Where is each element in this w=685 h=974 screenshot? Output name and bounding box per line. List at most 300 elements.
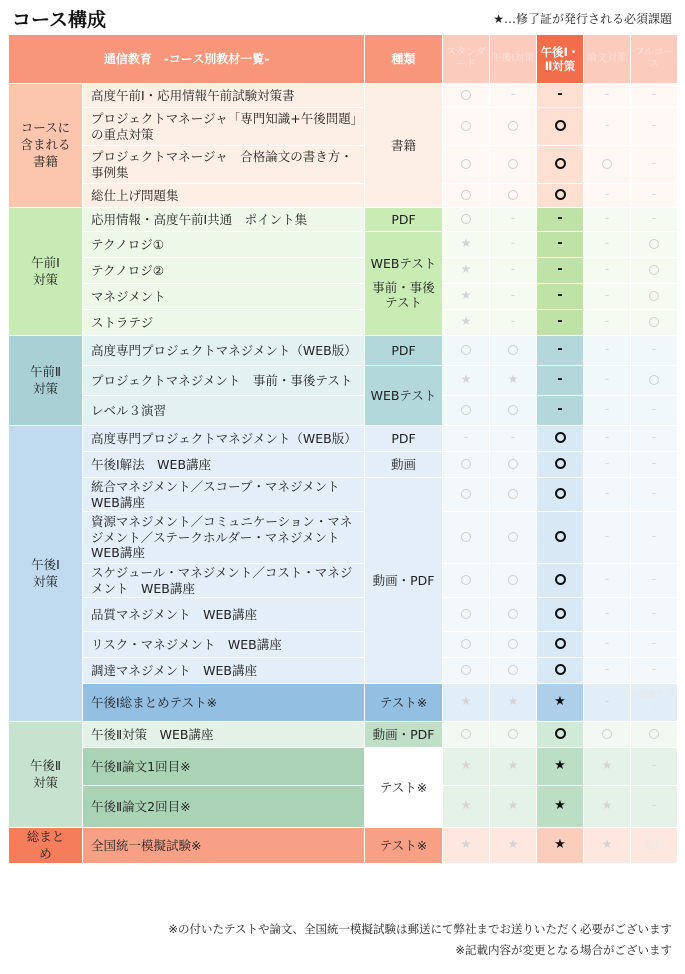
mark-cell-s0-r3-c0	[443, 184, 490, 208]
circle-mark-icon	[461, 190, 471, 200]
material-item	[83, 84, 365, 108]
dash-mark: -	[651, 662, 657, 678]
mark-cell-s0-r1-c2	[537, 108, 584, 146]
mark-cell-s3-r5-c4	[631, 598, 678, 632]
mark-cell-s1-r3-c2	[537, 284, 584, 310]
material-type-text: テスト※	[379, 694, 428, 710]
table-row	[9, 232, 678, 258]
material-type	[365, 426, 443, 452]
material-item-text: 午後Ⅱ対策 WEB講座	[91, 726, 214, 742]
mark-cell-s3-r2-c1	[490, 478, 537, 512]
material-item	[83, 748, 365, 786]
mark-cell-s4-r0-c4	[631, 722, 678, 748]
table-row	[9, 658, 678, 684]
mark-cell-s3-r2-c4	[631, 478, 678, 512]
material-item	[83, 452, 365, 478]
circle-mark-icon	[461, 489, 471, 499]
mark-cell-s2-r1-c2	[537, 366, 584, 396]
dash-mark: -	[557, 87, 563, 103]
circle-mark-icon	[461, 159, 471, 169]
star-mark-icon: ★	[554, 758, 566, 774]
dash-mark: -	[557, 342, 563, 358]
dash-mark: -	[604, 211, 610, 227]
material-item-text: 統合マネジメント／スコープ・マネジメント WEB講座	[91, 478, 353, 510]
table-row	[9, 310, 678, 336]
star-mark-icon: ★	[507, 372, 519, 387]
material-type-subtext: 事前・事後テスト	[372, 279, 435, 311]
dash-mark: -	[651, 118, 657, 134]
circle-mark-icon	[508, 609, 518, 619]
material-item	[83, 632, 365, 658]
material-type-text: 書籍	[390, 137, 416, 153]
mark-cell-s3-r2-c3	[584, 478, 631, 512]
mark-cell-s0-r0-c3	[584, 84, 631, 108]
dash-mark: -	[604, 662, 610, 678]
section-group-label	[9, 336, 83, 426]
dash-mark: -	[604, 694, 610, 710]
mark-cell-s2-r0-c0	[443, 336, 490, 366]
table-row	[9, 828, 678, 864]
mark-cell-s0-r0-c1	[490, 84, 537, 108]
material-item-text: 午後Ⅰ解法 WEB講座	[91, 456, 212, 472]
dash-mark: -	[651, 758, 657, 774]
mark-cell-s1-r0-c3	[584, 208, 631, 232]
mark-cell-s4-r1-c0	[443, 748, 490, 786]
material-item	[83, 426, 365, 452]
mark-cell-s3-r2-c2	[537, 478, 584, 512]
mark-cell-s3-r7-c4	[631, 658, 678, 684]
mark-cell-s3-r8-c2	[537, 684, 584, 722]
circle-mark-icon	[555, 608, 566, 619]
star-mark-icon: ★	[460, 694, 472, 709]
dash-mark: -	[651, 187, 657, 203]
mark-cell-s1-r0-c1	[490, 208, 537, 232]
material-item-text: 午後Ⅰ総まとめテスト※	[91, 694, 218, 710]
mark-cell-s0-r0-c4	[631, 84, 678, 108]
dash-mark: -	[604, 262, 610, 278]
dash-mark: -	[651, 456, 657, 472]
star-mark-icon: ★	[601, 758, 613, 773]
table-row	[9, 336, 678, 366]
table-row	[9, 564, 678, 598]
material-item	[83, 478, 365, 512]
mark-cell-s3-r0-c0	[443, 426, 490, 452]
mark-cell-s0-r2-c2	[537, 146, 584, 184]
dash-mark: -	[604, 372, 610, 388]
mark-cell-s5-r0-c0	[443, 828, 490, 864]
mark-cell-s3-r1-c0	[443, 452, 490, 478]
material-item	[83, 684, 365, 722]
mark-cell-s1-r3-c3	[584, 284, 631, 310]
circle-mark-icon	[555, 432, 566, 443]
mark-cell-s3-r2-c0	[443, 478, 490, 512]
table-row	[9, 684, 678, 722]
mark-cell-s0-r3-c2	[537, 184, 584, 208]
mark-cell-s1-r3-c4	[631, 284, 678, 310]
material-item-text: 高度午前Ⅰ・応用情報午前試験対策書	[91, 87, 295, 103]
table-header-row	[9, 35, 678, 84]
mark-cell-s1-r1-c0	[443, 232, 490, 258]
table-row	[9, 208, 678, 232]
material-item	[83, 658, 365, 684]
star-mark-icon: ★	[554, 798, 566, 814]
footnote-mail: ※の付いたテストや論文、全国統一模擬試験は郵送にて弊社までお送りいただく必要がございます	[168, 922, 672, 936]
circle-mark-icon	[508, 159, 518, 169]
material-type	[365, 828, 443, 864]
circle-mark-icon	[555, 488, 566, 499]
star-mark-icon: ★	[460, 288, 472, 303]
mark-cell-s3-r3-c3	[584, 512, 631, 564]
dash-mark: -	[651, 342, 657, 358]
circle-mark-icon	[508, 729, 518, 739]
mark-cell-s4-r2-c3	[584, 786, 631, 828]
circle-mark-icon	[649, 729, 659, 739]
circle-mark-icon	[602, 729, 612, 739]
mark-cell-s3-r5-c0	[443, 598, 490, 632]
circle-mark-icon	[461, 90, 471, 100]
dash-mark: -	[651, 572, 657, 588]
material-item	[83, 108, 365, 146]
mark-cell-s2-r2-c0	[443, 396, 490, 426]
mark-cell-s1-r4-c0	[443, 310, 490, 336]
mark-cell-s3-r3-c0	[443, 512, 490, 564]
material-item-text: 高度専門プロジェクトマネジメント（WEB版）	[91, 430, 357, 446]
section-group-label	[9, 426, 83, 722]
dash-mark: -	[651, 430, 657, 446]
material-item	[83, 232, 365, 258]
material-item-text: ストラテジ	[91, 314, 154, 330]
material-type	[365, 478, 443, 684]
header-course-pm12	[537, 35, 584, 84]
star-mark-icon: ★	[554, 837, 566, 853]
material-type-text: WEBテスト	[370, 387, 437, 403]
mark-cell-s2-r0-c4	[631, 336, 678, 366]
material-type	[365, 366, 443, 426]
mark-cell-s3-r3-c2	[537, 512, 584, 564]
material-item	[83, 722, 365, 748]
mark-cell-s3-r8-c0	[443, 684, 490, 722]
star-mark-icon: ★	[460, 236, 472, 251]
material-type-text: PDF	[391, 342, 416, 358]
table-row	[9, 786, 678, 828]
circle-mark-icon	[555, 120, 566, 131]
section-group-text: 午前Ⅰ対策	[31, 254, 60, 287]
material-item-text: プロジェクトマネージャ「専門知識+午後問題」の重点対策	[91, 110, 357, 142]
material-item	[83, 284, 365, 310]
material-item-text: プロジェクトマネジメント 事前・事後テスト	[91, 372, 353, 388]
mark-cell-s3-r5-c3	[584, 598, 631, 632]
mark-cell-s3-r6-c1	[490, 632, 537, 658]
circle-mark-icon	[555, 458, 566, 469]
material-item	[83, 366, 365, 396]
mark-cell-s3-r4-c1	[490, 564, 537, 598]
mark-cell-s1-r2-c3	[584, 258, 631, 284]
mark-cell-s1-r3-c1	[490, 284, 537, 310]
material-item-text: プロジェクトマネージャ 合格論文の書き方・事例集	[91, 148, 353, 180]
star-mark-icon: ★	[507, 837, 519, 852]
mark-cell-s1-r0-c4	[631, 208, 678, 232]
circle-mark-icon	[649, 375, 659, 385]
dash-mark: -	[604, 314, 610, 330]
mark-cell-s1-r4-c2	[537, 310, 584, 336]
mark-cell-s1-r2-c0	[443, 258, 490, 284]
material-item-text: テクノロジ①	[91, 236, 164, 252]
mark-cell-s1-r2-c4	[631, 258, 678, 284]
circle-mark-icon	[461, 532, 471, 542]
mark-cell-s1-r4-c1	[490, 310, 537, 336]
circle-mark-icon	[461, 459, 471, 469]
mark-cell-s3-r4-c0	[443, 564, 490, 598]
circle-mark-icon	[649, 291, 659, 301]
circle-mark-icon	[508, 405, 518, 415]
dash-mark: -	[557, 262, 563, 278]
mark-cell-s0-r2-c4	[631, 146, 678, 184]
circle-mark-icon	[555, 531, 566, 542]
circle-mark-icon	[602, 159, 612, 169]
header-course-pm1: 午後Ⅰ対策	[490, 35, 537, 84]
mark-cell-s3-r8-c3	[584, 684, 631, 722]
circle-mark-icon	[508, 345, 518, 355]
dash-mark: -	[651, 486, 657, 502]
dash-mark: -	[557, 211, 563, 227]
header-type-column: 種類	[365, 35, 443, 84]
circle-mark-icon	[461, 729, 471, 739]
mark-cell-s0-r3-c1	[490, 184, 537, 208]
circle-mark-icon	[649, 317, 659, 327]
dash-mark: -	[651, 402, 657, 418]
mark-cell-s0-r2-c1	[490, 146, 537, 184]
mark-cell-s4-r2-c2	[537, 786, 584, 828]
dash-mark: -	[604, 636, 610, 652]
material-item	[83, 598, 365, 632]
mark-cell-s4-r0-c2	[537, 722, 584, 748]
circle-mark-icon	[461, 665, 471, 675]
material-type	[365, 452, 443, 478]
circle-mark-icon	[508, 459, 518, 469]
mark-cell-s4-r0-c0	[443, 722, 490, 748]
mark-cell-s3-r0-c2	[537, 426, 584, 452]
text-mark: 選択	[644, 840, 664, 852]
material-item	[83, 258, 365, 284]
mark-cell-s1-r3-c0	[443, 284, 490, 310]
dash-mark: -	[604, 87, 610, 103]
text-mark: WEBテスト	[632, 689, 676, 717]
mark-cell-s3-r8-c1	[490, 684, 537, 722]
dash-mark: -	[604, 606, 610, 622]
dash-mark: -	[604, 529, 610, 545]
material-item-text: マネジメント	[91, 288, 166, 304]
table-row	[9, 84, 678, 108]
mark-cell-s5-r0-c1	[490, 828, 537, 864]
dash-mark: -	[651, 636, 657, 652]
material-type	[365, 232, 443, 336]
mark-cell-s3-r7-c1	[490, 658, 537, 684]
mark-cell-s0-r3-c4	[631, 184, 678, 208]
mark-cell-s5-r0-c3	[584, 828, 631, 864]
section-group-text: コースに含まれる書籍	[20, 120, 71, 169]
mark-cell-s1-r4-c3	[584, 310, 631, 336]
circle-mark-icon	[555, 189, 566, 200]
star-mark-icon: ★	[507, 694, 519, 709]
material-item-text: 品質マネジメント WEB講座	[91, 606, 257, 622]
circle-mark-icon	[461, 214, 471, 224]
header-item-column: 通信教育 -コース別教材一覧-	[9, 35, 365, 84]
dash-mark: -	[510, 87, 516, 103]
mark-cell-s4-r0-c1	[490, 722, 537, 748]
star-mark-icon: ★	[507, 798, 519, 813]
table-row	[9, 426, 678, 452]
dash-mark: -	[557, 402, 563, 418]
mark-cell-s3-r1-c1	[490, 452, 537, 478]
mark-cell-s1-r1-c1	[490, 232, 537, 258]
material-item-text: 高度専門プロジェクトマネジメント（WEB版）	[91, 342, 357, 358]
circle-mark-icon	[461, 345, 471, 355]
header-course-pm12-label: 午後Ⅰ・Ⅱ対策	[540, 44, 580, 73]
section-group-text: 午後Ⅰ対策	[31, 556, 60, 589]
material-item-text: スケジュール・マネジメント／コスト・マネジメント WEB講座	[91, 564, 353, 596]
material-item	[83, 146, 365, 184]
table-row	[9, 396, 678, 426]
dash-mark: -	[604, 402, 610, 418]
footnotes	[168, 919, 672, 961]
circle-mark-icon	[508, 665, 518, 675]
dash-mark: -	[604, 572, 610, 588]
material-type-text: WEBテスト	[370, 256, 437, 272]
material-item	[83, 786, 365, 828]
mark-cell-s0-r1-c0	[443, 108, 490, 146]
mark-cell-s3-r0-c1	[490, 426, 537, 452]
circle-mark-icon	[555, 728, 566, 739]
material-type	[365, 722, 443, 748]
circle-mark-icon	[555, 574, 566, 585]
mark-cell-s3-r4-c3	[584, 564, 631, 598]
mark-cell-s3-r5-c1	[490, 598, 537, 632]
material-item	[83, 828, 365, 864]
circle-mark-icon	[461, 575, 471, 585]
dash-mark: -	[651, 87, 657, 103]
circle-mark-icon	[555, 664, 566, 675]
star-mark-icon: ★	[601, 837, 613, 852]
mark-cell-s3-r0-c3	[584, 426, 631, 452]
dash-mark: -	[510, 262, 516, 278]
material-item-text: 資源マネジメント／コミュニケーション・マネジメント／ステークホルダー・マネジメント WEB講座	[91, 514, 353, 561]
mark-cell-s0-r0-c0	[443, 84, 490, 108]
table-row	[9, 258, 678, 284]
circle-mark-icon	[508, 575, 518, 585]
section-group-label	[9, 828, 83, 864]
table-row	[9, 598, 678, 632]
mark-cell-s3-r6-c2	[537, 632, 584, 658]
course-table	[8, 34, 678, 864]
mark-cell-s3-r7-c2	[537, 658, 584, 684]
mark-cell-s1-r2-c1	[490, 258, 537, 284]
dash-mark: -	[604, 456, 610, 472]
material-item	[83, 396, 365, 426]
dash-mark: -	[510, 236, 516, 252]
mark-cell-s3-r6-c3	[584, 632, 631, 658]
table-row	[9, 478, 678, 512]
dash-mark: -	[604, 486, 610, 502]
material-item	[83, 208, 365, 232]
material-type-text: PDF	[391, 430, 416, 446]
material-item-text: 総仕上げ問題集	[91, 187, 179, 203]
legend-note: ★…修了証が発行される必須課題	[493, 12, 672, 26]
header-course-standard: スタンダード	[443, 35, 490, 84]
dash-mark: -	[557, 288, 563, 304]
dash-mark: -	[557, 314, 563, 330]
section-group-label	[9, 84, 83, 208]
mark-cell-s0-r1-c1	[490, 108, 537, 146]
circle-mark-icon	[508, 121, 518, 131]
table-row	[9, 284, 678, 310]
star-mark-icon: ★	[601, 798, 613, 813]
mark-cell-s4-r0-c3	[584, 722, 631, 748]
dash-mark: -	[604, 236, 610, 252]
mark-cell-s5-r0-c4	[631, 828, 678, 864]
mark-cell-s1-r2-c2	[537, 258, 584, 284]
mark-cell-s3-r1-c2	[537, 452, 584, 478]
material-type	[365, 748, 443, 828]
footnote-change: ※記載内容が変更となる場合がございます	[455, 943, 672, 957]
table-row	[9, 632, 678, 658]
circle-mark-icon	[649, 239, 659, 249]
table-row	[9, 184, 678, 208]
table-row	[9, 452, 678, 478]
dash-mark: -	[651, 529, 657, 545]
dash-mark: -	[510, 211, 516, 227]
header-course-full: フルコース	[631, 35, 678, 84]
table-row	[9, 366, 678, 396]
material-item	[83, 512, 365, 564]
mark-cell-s3-r7-c3	[584, 658, 631, 684]
mark-cell-s0-r1-c4	[631, 108, 678, 146]
material-item-text: 調達マネジメント WEB講座	[91, 662, 257, 678]
dash-mark: -	[604, 342, 610, 358]
star-mark-icon: ★	[460, 372, 472, 387]
mark-cell-s3-r3-c1	[490, 512, 537, 564]
mark-cell-s4-r1-c4	[631, 748, 678, 786]
circle-mark-icon	[461, 609, 471, 619]
mark-cell-s4-r1-c1	[490, 748, 537, 786]
circle-mark-icon	[461, 405, 471, 415]
circle-mark-icon	[508, 639, 518, 649]
material-item-text: 午後Ⅱ論文1回目※	[91, 758, 191, 774]
dash-mark: -	[651, 211, 657, 227]
star-mark-icon: ★	[460, 262, 472, 277]
mark-cell-s4-r2-c0	[443, 786, 490, 828]
mark-cell-s3-r1-c4	[631, 452, 678, 478]
mark-cell-s2-r2-c2	[537, 396, 584, 426]
mark-cell-s1-r1-c4	[631, 232, 678, 258]
circle-mark-icon	[555, 158, 566, 169]
star-mark-icon: ★	[460, 758, 472, 773]
mark-cell-s2-r0-c1	[490, 336, 537, 366]
dash-mark: -	[510, 314, 516, 330]
dash-mark: -	[510, 430, 516, 446]
dash-mark: -	[604, 430, 610, 446]
dash-mark: -	[557, 236, 563, 252]
table-row	[9, 748, 678, 786]
circle-mark-icon	[508, 489, 518, 499]
material-type-text: PDF	[391, 211, 416, 227]
dash-mark: -	[463, 430, 469, 446]
material-item-text: 午後Ⅱ論文2回目※	[91, 798, 191, 814]
dash-mark: -	[651, 156, 657, 172]
dash-mark: -	[557, 372, 563, 388]
circle-mark-icon	[461, 121, 471, 131]
mark-cell-s3-r0-c4	[631, 426, 678, 452]
material-type-text: テスト※	[379, 779, 428, 795]
